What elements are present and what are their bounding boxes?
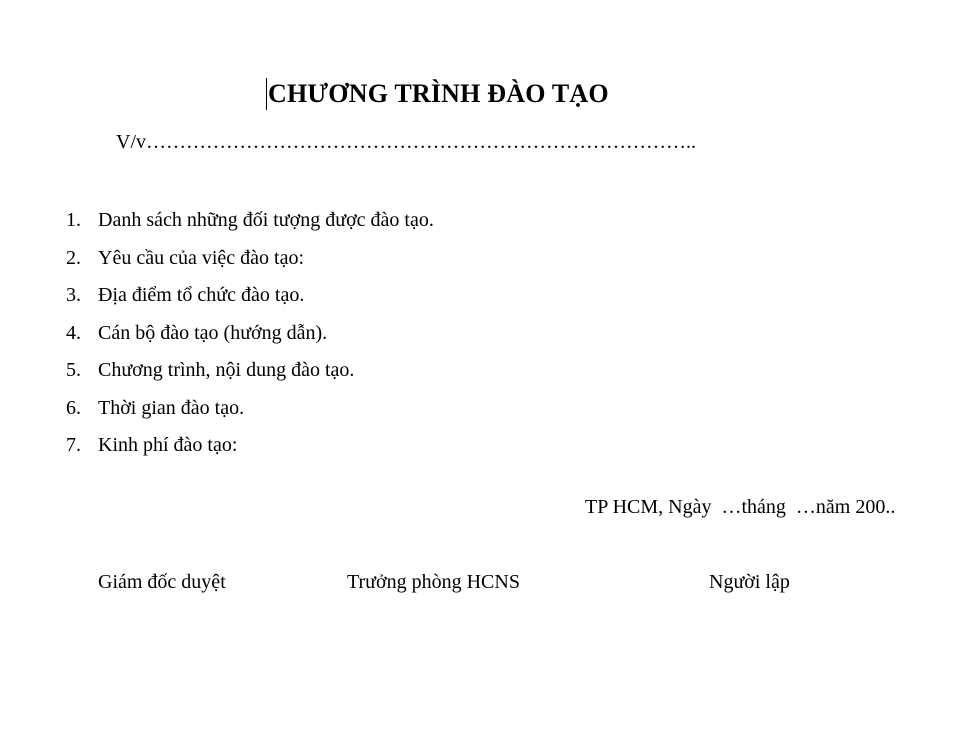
text-cursor [266, 78, 267, 110]
list-item-text: Danh sách những đối tượng được đào tạo. [98, 209, 434, 231]
document-title: CHƯƠNG TRÌNH ĐÀO TẠO [268, 79, 609, 108]
list-item [66, 395, 434, 433]
content-list [66, 207, 434, 470]
list-item-number: 4. [66, 321, 81, 344]
list-item [66, 320, 434, 358]
list-item-text: Địa điểm tổ chức đào tạo. [98, 284, 305, 306]
list-item [66, 207, 434, 245]
date-place-line: TP HCM, Ngày …tháng …năm 200.. [585, 496, 896, 518]
list-item-text: Kinh phí đào tạo: [98, 434, 238, 456]
list-item-text: Cán bộ đào tạo (hướng dẫn). [98, 321, 328, 344]
list-item-number: 2. [66, 246, 81, 269]
list-item-text: Chương trình, nội dung đào tạo. [98, 359, 355, 381]
list-item-text: Yêu cầu của việc đào tạo: [98, 246, 305, 269]
list-item-number: 6. [66, 396, 81, 419]
subject-line: V/v……………………………………………………………………….. [116, 131, 696, 153]
list-item-number: 3. [66, 284, 81, 306]
signature-director: Giám đốc duyệt [98, 571, 226, 593]
list-item [66, 282, 434, 320]
signature-hr-head: Trưởng phòng HCNS [347, 571, 520, 593]
list-item-number: 5. [66, 359, 81, 381]
list-item-number: 7. [66, 434, 81, 456]
list-item [66, 357, 434, 395]
list-item [66, 245, 434, 283]
signature-row [0, 569, 977, 599]
list-item [66, 432, 434, 470]
list-item-text: Thời gian đào tạo. [98, 396, 245, 419]
signature-author: Người lập [709, 571, 790, 593]
list-item-number: 1. [66, 209, 81, 231]
